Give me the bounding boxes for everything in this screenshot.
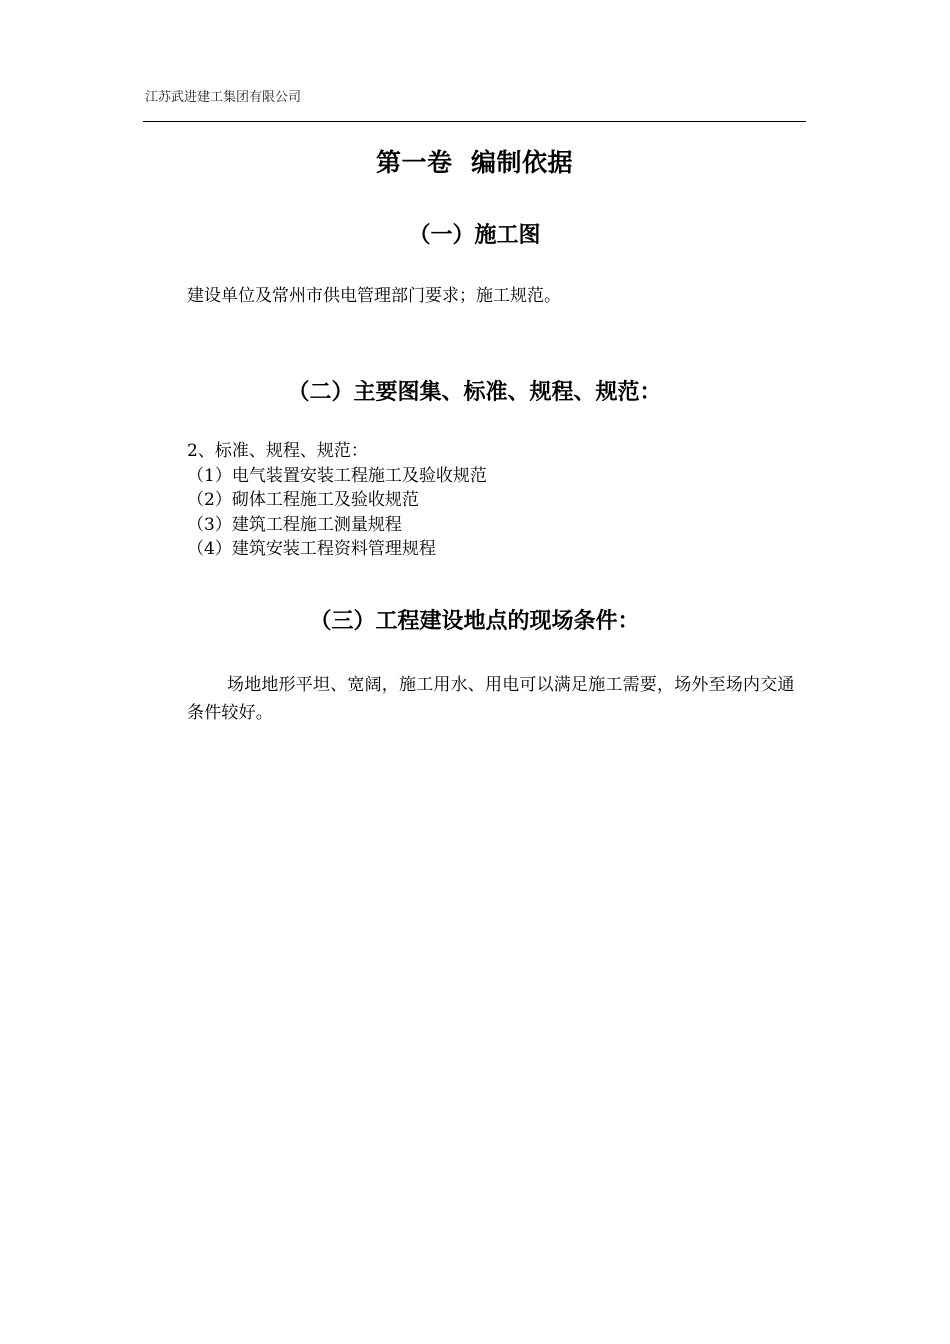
section-3-title: （三）工程建设地点的现场条件： [309, 609, 640, 634]
standards-list-item: （1）电气装置安装工程施工及验收规范 [187, 465, 487, 486]
standards-list-item: （3）建筑工程施工测量规程 [187, 514, 402, 535]
standards-list-item: （4）建筑安装工程资料管理规程 [187, 539, 436, 559]
section-1-title: （一）施工图 [408, 223, 541, 248]
section-1-text: 建设单位及常州市供电管理部门要求；施工规范。 [187, 286, 561, 306]
standards-list-item: （2）砌体工程施工及验收规范 [187, 490, 419, 510]
standards-list-heading: 2、标准、规程、规范： [187, 441, 368, 461]
standards-list [187, 439, 807, 562]
section-3-text: 场地地形平坦、宽阔，施工用水、用电可以满足施工需要，场外至场内交通条件较好。 [187, 675, 795, 723]
section-2-title: （二）主要图集、标准、规程、规范： [287, 380, 662, 405]
volume-title: 第一卷 编制依据 [376, 148, 573, 177]
header-divider [143, 121, 806, 122]
header-company-name: 江苏武进建工集团有限公司 [145, 90, 302, 105]
